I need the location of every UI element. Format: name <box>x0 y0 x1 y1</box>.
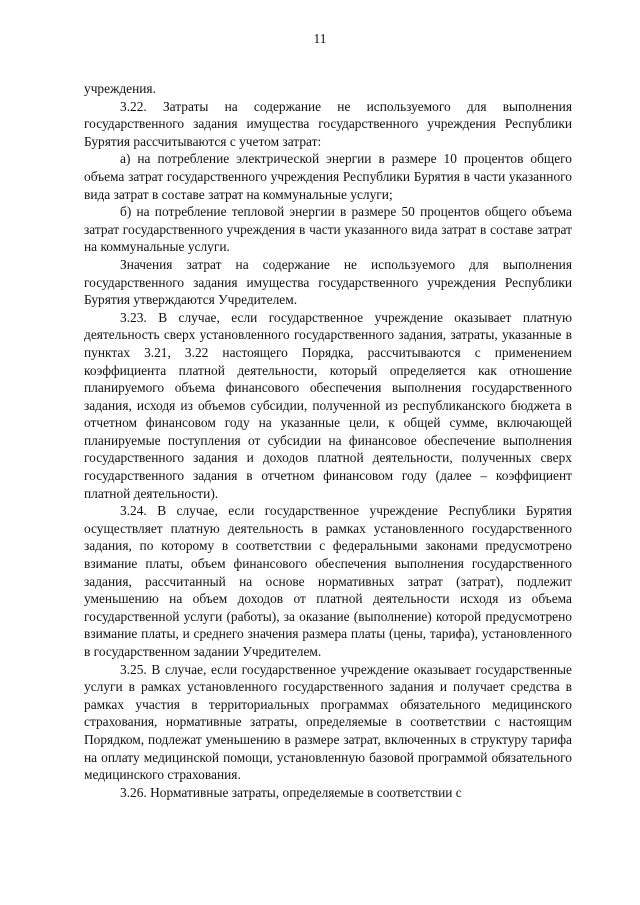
paragraph-3-24: 3.24. В случае, если государственное учреждение Республики Бурятия осуществляет платную деятельность в рамках установленного государственного задания, по которому в соответствии с федеральными законами предусмотрено взимание платы, объем финансового обеспечения выполнения государственного задания, рассчитанный на основе нормативных затрат (затрат), подлежит уменьшению на объем доходов от платной деятельности исходя из объема государственной услуги (работы), за оказание (выполнение) которой предусмотрено взимание платы, и среднего значения размера платы (цены, тарифа), установленного в государственном задании Учредителем. <box>84 503 572 659</box>
paragraph-3-25: 3.25. В случае, если государственное учреждение оказывает государственные услуги в рамках установленного государственного задания и получает средства в рамках участия в территориальных программах обязательного медицинского страхования, нормативные затраты, определяемые в соответствии с настоящим Порядком, подлежат уменьшению в размере затрат, включенных в структуру тарифа на оплату медицинской помощи, установленную базовой программой обязательного медицинского страхования. <box>84 661 572 783</box>
paragraph-3-26: 3.26. Нормативные затраты, определяемые в соответствии с <box>120 784 462 800</box>
paragraph-continuation: учреждения. <box>84 81 156 96</box>
paragraph-3-22-values: Значения затрат на содержание не используемого для выполнения государственного задания имущества государственного учреждения Республики Бурятия утверждаются Учредителем. <box>84 256 572 308</box>
paragraph-3-22-a: а) на потребление электрической энергии в размере 10 процентов общего объема затрат государственного учреждения Республики Бурятия в части указанного вида затрат в составе затрат на коммунальные услуги; <box>84 151 572 202</box>
paragraph-3-23: 3.23. В случае, если государственное учреждение оказывает платную деятельность сверх установленного государственного задания, затраты, указанные в пунктах 3.21, 3.22 настоящего Порядка, рассчитываются с применением коэффициента платной деятельности, который определяется как отношение планируемого объема финансового обеспечения выполнения государственного задания, исходя из объемов субсидии, полученной из республиканского бюджета в отчетном финансовом году на указанные цели, к общей сумме, включающей планируемые поступления от субсидии на финансовое обеспечение выполнения государственного задания и доходов платной деятельности, полученных сверх государственного задания в отчетном финансовом году (далее – коэффициент платной деятельности). <box>84 309 572 501</box>
page-number: 11 <box>313 31 327 46</box>
document-body <box>84 80 572 801</box>
paragraph-3-22-b: б) на потребление тепловой энергии в размере 50 процентов общего объема затрат государственного учреждения в части указанного вида затрат в составе затрат на коммунальные услуги. <box>84 204 572 255</box>
paragraph-3-22: 3.22. Затраты на содержание не используемого для выполнения государственного задания имущества государственного учреждения Республики Бурятия рассчитываются с учетом затрат: <box>84 98 572 149</box>
